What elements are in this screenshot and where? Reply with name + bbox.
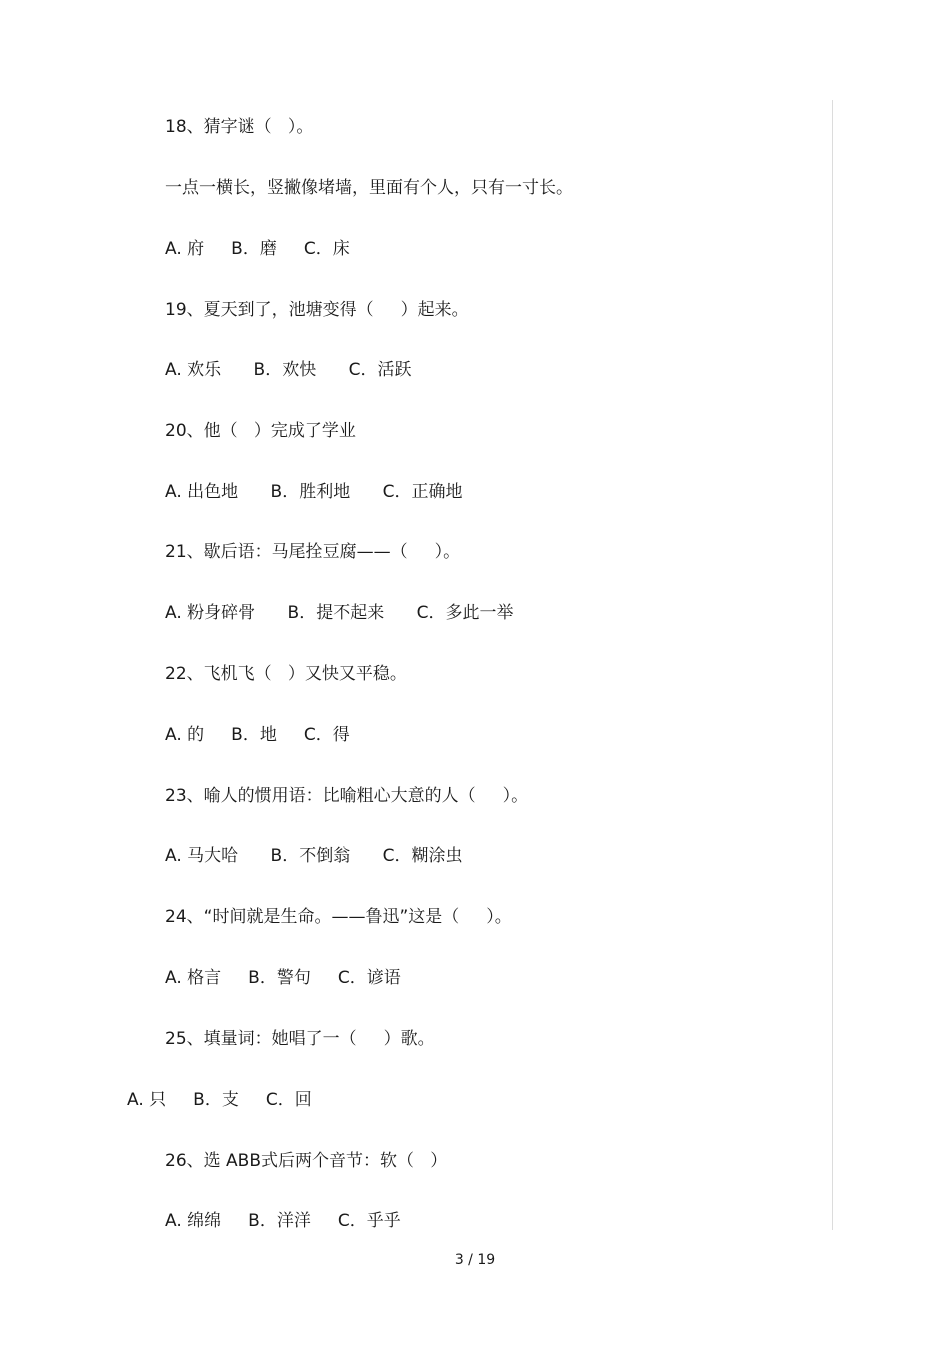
question-19-options: A. 欢乐 B．欢快 C．活跃 xyxy=(165,360,412,380)
page-margin-rule xyxy=(832,100,833,1230)
question-20: 20、他（ ）完成了学业 xyxy=(165,421,356,441)
question-23-options: A. 马大哈 B．不倒翁 C．糊涂虫 xyxy=(165,846,463,866)
question-18: 18、猜字谜（ ）。 xyxy=(165,117,314,137)
question-19: 19、夏天到了，池塘变得（ ）起来。 xyxy=(165,300,469,320)
question-21: 21、歇后语：马尾拴豆腐——（ ）。 xyxy=(165,542,461,562)
question-24-options: A. 格言 B．警句 C．谚语 xyxy=(165,968,401,988)
question-22-options: A. 的 B．地 C．得 xyxy=(165,725,350,745)
question-26-options: A. 绵绵 B．洋洋 C．乎乎 xyxy=(165,1211,401,1231)
question-22: 22、飞机飞（ ）又快又平稳。 xyxy=(165,664,407,684)
question-24: 24、“时间就是生命。——鲁迅”这是（ ）。 xyxy=(165,907,512,927)
question-20-options: A. 出色地 B．胜利地 C．正确地 xyxy=(165,482,463,502)
question-18-options: A. 府 B．磨 C．床 xyxy=(165,239,350,259)
question-26: 26、选 ABB式后两个音节：软（ ） xyxy=(165,1151,448,1171)
question-23: 23、喻人的惯用语：比喻粗心大意的人（ ）。 xyxy=(165,786,529,806)
question-25-options: A. 只 B．支 C．回 xyxy=(127,1090,312,1110)
page-number: 3 / 19 xyxy=(454,1252,496,1268)
question-21-options: A. 粉身碎骨 B．提不起来 C．多此一举 xyxy=(165,603,514,623)
question-18-riddle: 一点一横长，竖撇像堵墙，里面有个人，只有一寸长。 xyxy=(165,178,573,198)
question-25: 25、填量词：她唱了一（ ）歌。 xyxy=(165,1029,435,1049)
